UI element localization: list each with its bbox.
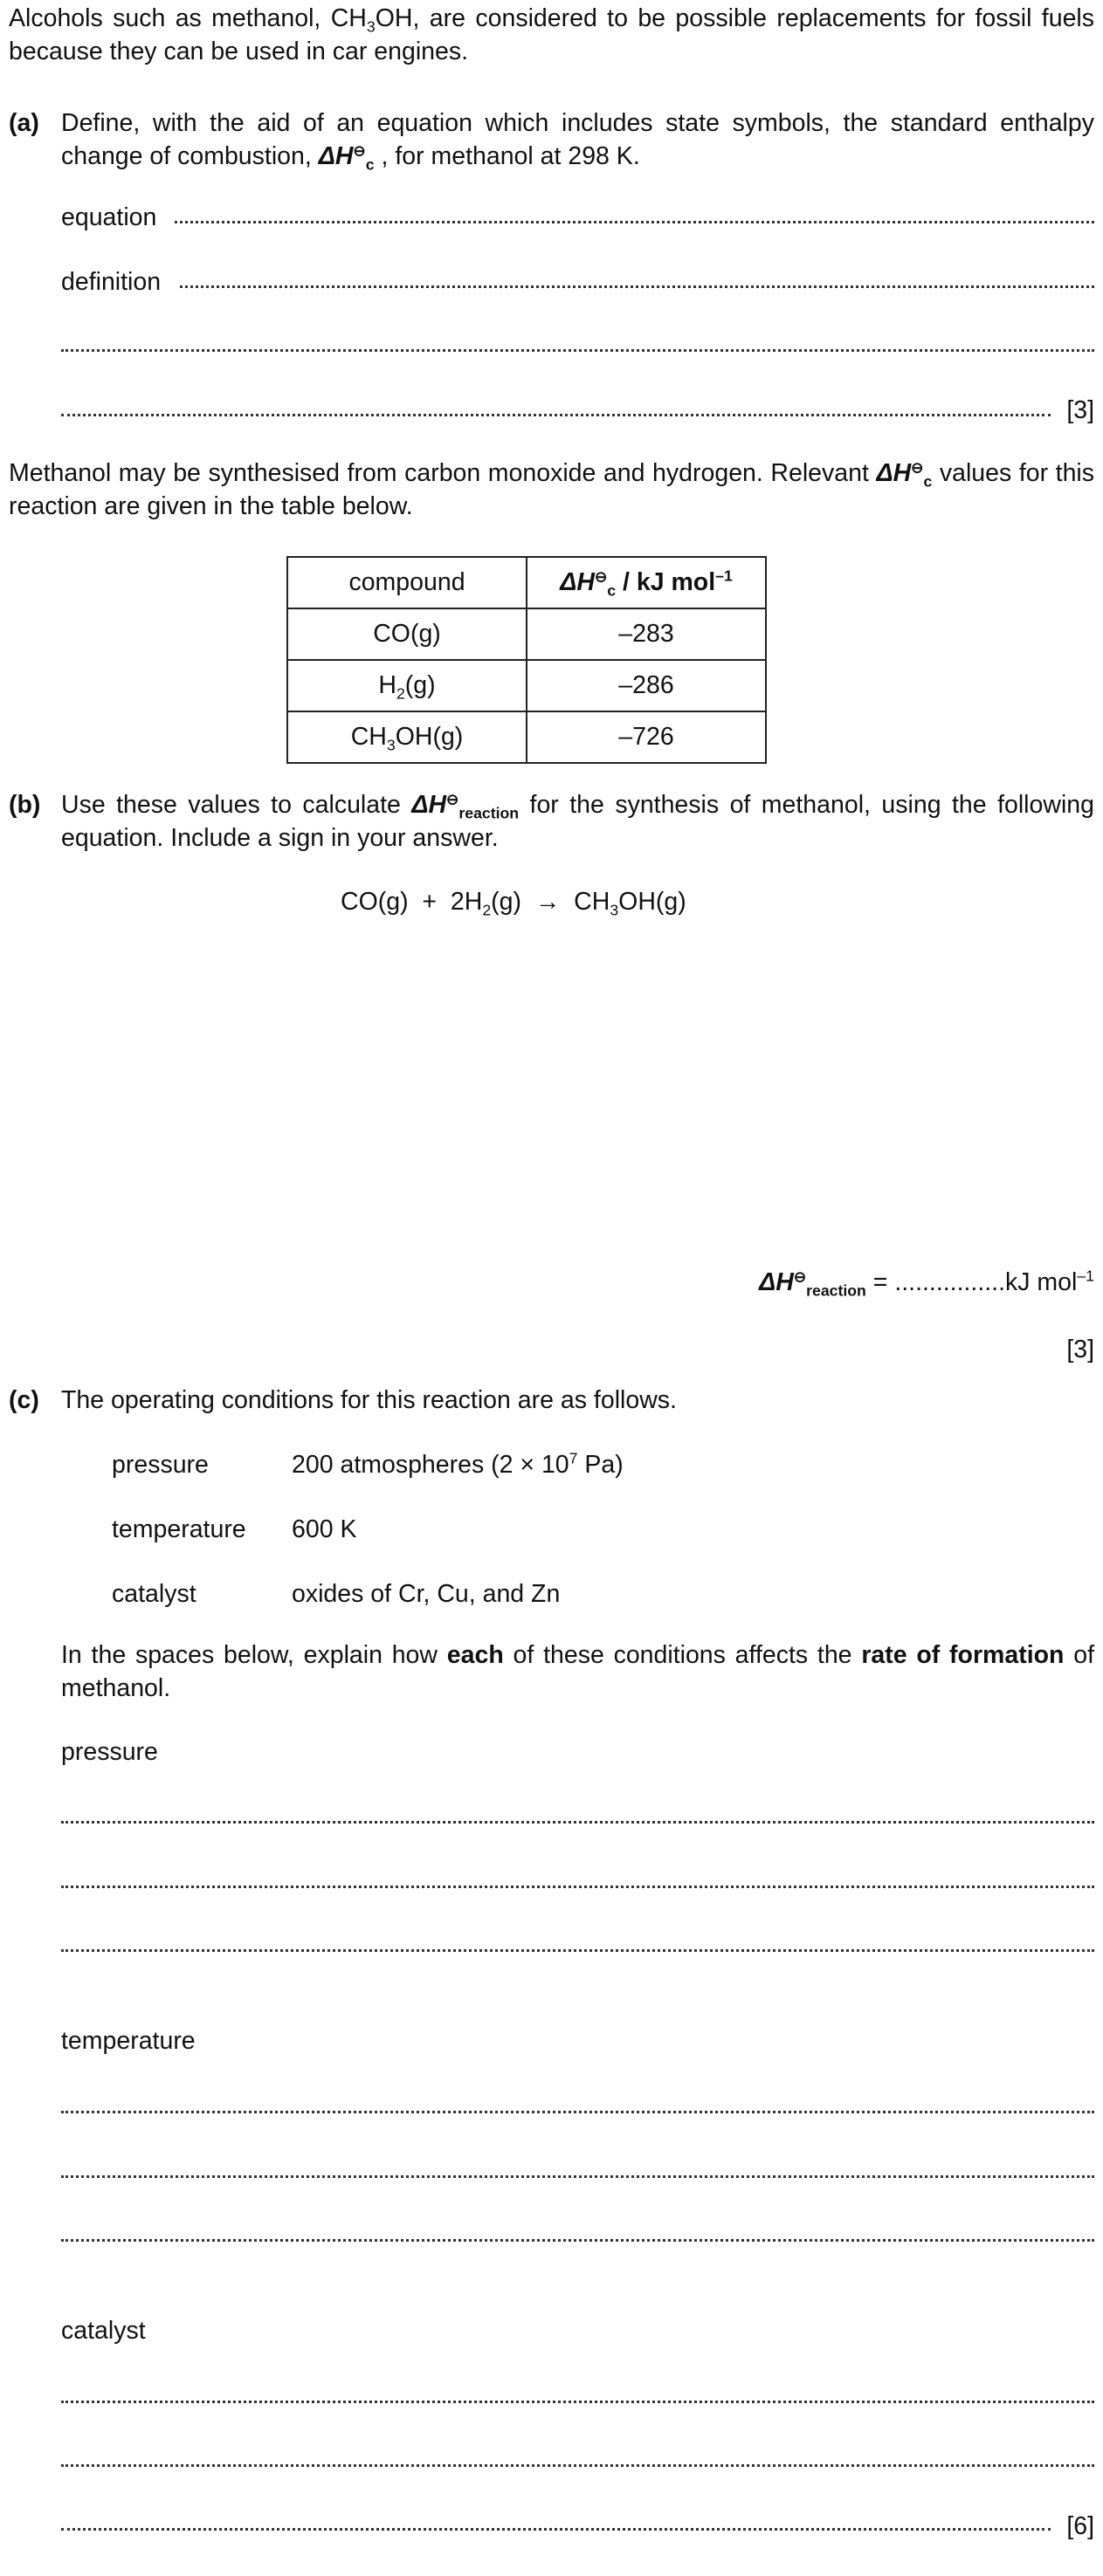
marks-a: [3] bbox=[1066, 396, 1094, 424]
temperature-answer-line-3[interactable] bbox=[61, 2239, 1094, 2242]
temperature-heading: temperature bbox=[61, 2027, 196, 2055]
catalyst-answer-line-3[interactable] bbox=[61, 2528, 1051, 2531]
answer-delta-h-reaction[interactable]: $\Delta H^⊖_{reaction} = ................kJ$ mol$^{-1}$ bbox=[759, 1267, 1094, 1300]
synthesis-equation: $CO(g) + 2H_2(g) \to CH_3OH(g)$ bbox=[341, 888, 686, 919]
table-header-compound: compound bbox=[287, 557, 527, 608]
table-header-row bbox=[287, 557, 766, 608]
table-row bbox=[287, 608, 766, 660]
pressure-answer-line-3[interactable] bbox=[61, 1949, 1094, 1952]
question-b-text: Use these values to calculate $\Delta H^⊖_{reaction}$ for the synthesis of methanol, using the following equation. Include a sign in your answer. bbox=[61, 791, 1094, 853]
question-b-label: (b) bbox=[9, 791, 41, 819]
equation-answer-line[interactable] bbox=[175, 221, 1094, 223]
question-c-label: (c) bbox=[9, 1386, 39, 1414]
pressure-answer-line-1[interactable] bbox=[61, 1821, 1094, 1824]
pressure-heading: pressure bbox=[61, 1738, 158, 1766]
condition-temperature-name: temperature bbox=[112, 1515, 246, 1543]
catalyst-answer-line-2[interactable] bbox=[61, 2464, 1094, 2467]
condition-pressure-name: pressure bbox=[112, 1451, 209, 1479]
table-cell-value: –283 bbox=[527, 608, 766, 660]
table-row bbox=[287, 660, 766, 711]
question-a-label: (a) bbox=[9, 109, 39, 137]
question-c-intro: The operating conditions for this reaction are as follows. bbox=[61, 1386, 677, 1414]
table-cell-compound: CO(g) bbox=[287, 608, 527, 660]
temperature-answer-line-2[interactable] bbox=[61, 2175, 1094, 2178]
table-cell-value: –286 bbox=[527, 660, 766, 711]
pressure-answer-line-2[interactable] bbox=[61, 1886, 1094, 1888]
intro-paragraph: Alcohols such as methanol, $CH_3OH$, are considered to be possible replacements for fossil fuels because they can be used in car engines. bbox=[9, 4, 1095, 66]
definition-answer-line-1[interactable] bbox=[180, 285, 1094, 288]
condition-temperature-value: 600 K bbox=[292, 1515, 357, 1543]
catalyst-answer-line-1[interactable] bbox=[61, 2401, 1094, 2403]
enthalpy-table bbox=[286, 556, 767, 764]
table-cell-compound: $CH_3OH(g)$ bbox=[287, 711, 527, 763]
condition-catalyst-name: catalyst bbox=[112, 1580, 196, 1608]
condition-pressure-value: 200 atmospheres ($2 \times 10^7$ Pa) bbox=[292, 1449, 624, 1479]
table-header-value: $\Delta H^⊖_c$ / kJ mol$^{-1}$ bbox=[527, 557, 766, 608]
condition-catalyst-value: oxides of Cr, Cu, and Zn bbox=[292, 1580, 561, 1608]
marks-c: [6] bbox=[1066, 2512, 1094, 2540]
table-row bbox=[287, 711, 766, 763]
definition-answer-line-2[interactable] bbox=[61, 349, 1094, 352]
synthesis-paragraph: Methanol may be synthesised from carbon monoxide and hydrogen. Relevant $\Delta H^⊖_c$ values for this reaction are given in the table below. bbox=[9, 459, 1094, 521]
question-a-text: Define, with the aid of an equation which includes state symbols, the standard enthalpy change of combustion, $\Delta H^⊖_c$ , for methanol at 298 K. bbox=[61, 109, 1094, 174]
definition-answer-line-3[interactable] bbox=[61, 414, 1051, 416]
table-cell-value: –726 bbox=[527, 711, 766, 763]
marks-b: [3] bbox=[1066, 1336, 1094, 1364]
equation-label: equation bbox=[61, 203, 157, 231]
table-cell-compound: $H_2(g)$ bbox=[287, 660, 527, 711]
definition-label: definition bbox=[61, 268, 162, 296]
temperature-answer-line-1[interactable] bbox=[61, 2111, 1094, 2113]
question-c-instruction: In the spaces below, explain how each of these conditions affects the rate of formation of methanol. bbox=[61, 1641, 1095, 1703]
catalyst-heading: catalyst bbox=[61, 2317, 146, 2345]
